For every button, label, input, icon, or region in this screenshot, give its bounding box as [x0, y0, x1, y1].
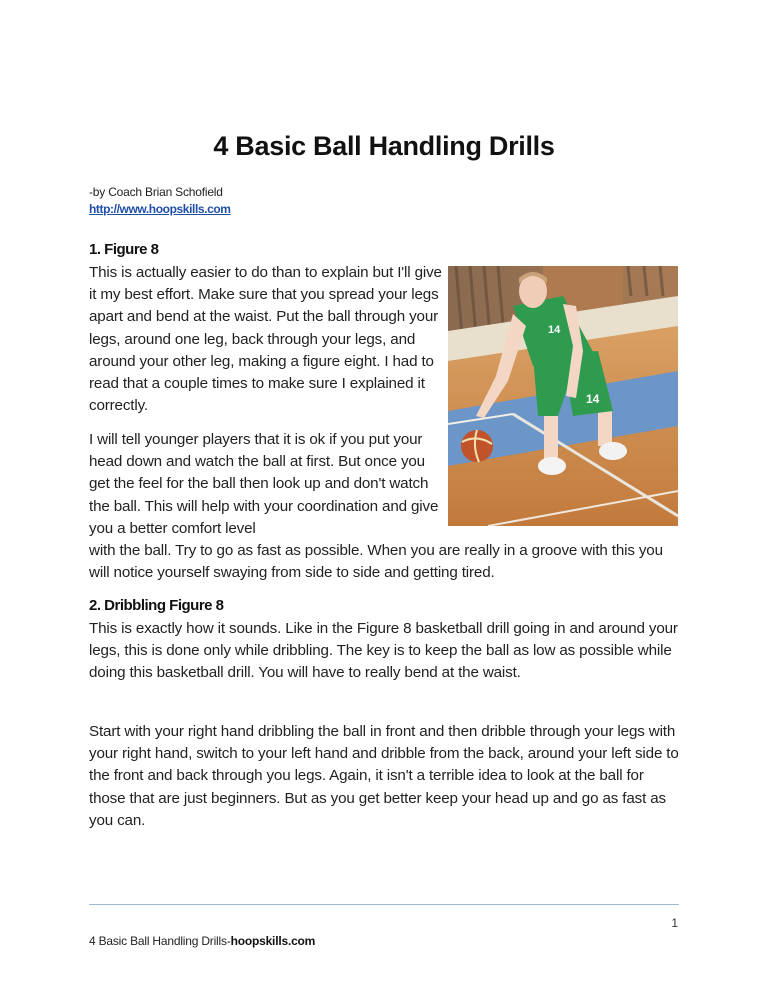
document-title: 4 Basic Ball Handling Drills: [213, 131, 555, 161]
section-2-paragraph-1: This is exactly how it sounds. Like in the Figure 8 basketball drill going in and around your legs, this is done only while dribbling. The key is to keep the ball as low as possible while doing this basketball drill. You will have to really bend at the waist.: [89, 620, 678, 682]
footer-site: hoopskills.com: [230, 934, 316, 948]
website-link[interactable]: http://www.hoopskills.com: [89, 202, 231, 216]
footer-divider: [89, 904, 679, 905]
section-heading-figure-8: 1. Figure 8: [89, 241, 159, 258]
footer-title: 4 Basic Ball Handling Drills-: [89, 934, 231, 948]
section-1-paragraph-1: This is actually easier to do than to explain but I'll give it my best effort. Make sure that you spread your legs apart and bend at the waist. Put the ball through your legs, around one leg, back through your legs, and around your other leg, making a figure eight. I had to read that a couple times to make sure I explained it correctly.: [89, 264, 442, 415]
basketball-player-photo: [448, 266, 678, 526]
page-number: 1: [671, 916, 678, 930]
svg-text:14: 14: [586, 392, 600, 406]
section-1-paragraph-2-full: with the ball. Try to go as fast as possible. When you are really in a groove with this you will notice yourself swaying from side to side and getting tired.: [89, 542, 663, 582]
section-1-paragraph-2-wrapped: I will tell younger players that it is ok if you put your head down and watch the ball at first. But once you get the feel for the ball then look up and don't watch the ball. This will help with your coordination and give you a better comfort level: [89, 431, 439, 537]
section-heading-dribbling-figure-8: 2. Dribbling Figure 8: [89, 597, 224, 614]
footer-text: [89, 934, 315, 948]
svg-text:14: 14: [548, 324, 561, 336]
section-2-paragraph-2: Start with your right hand dribbling the ball in front and then dribble through your legs with your right hand, switch to your left hand and dribble from the back, around your left side to the front and back through you legs. Again, it isn't a terrible idea to look at the ball for those that are just beginners. But as you get better keep your head up and go as fast as you can.: [89, 723, 679, 829]
author-byline: -by Coach Brian Schofield: [89, 185, 223, 199]
